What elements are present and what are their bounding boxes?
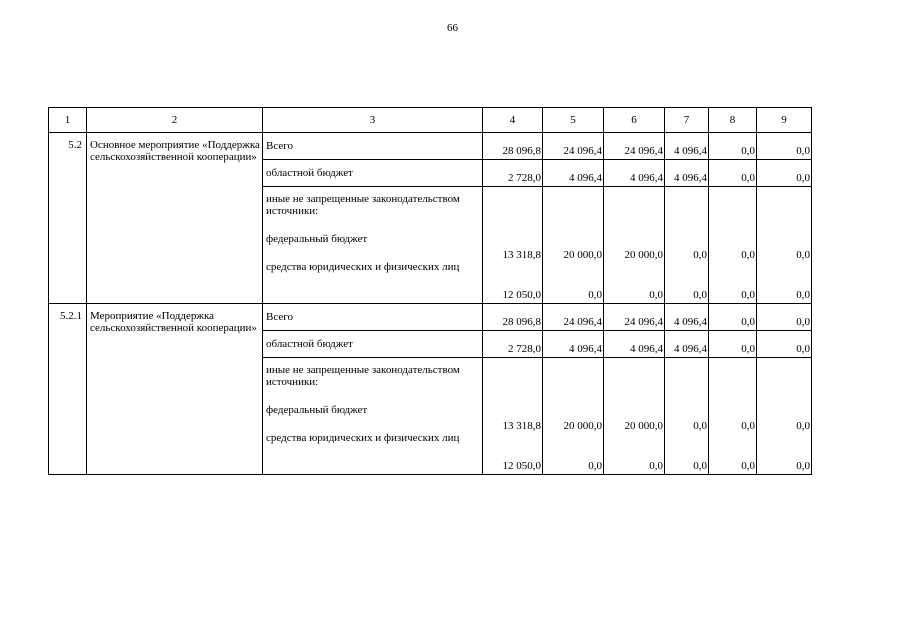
value-cell bbox=[709, 358, 757, 475]
source-label: областной бюджет bbox=[263, 331, 483, 358]
value-cell: 2 728,0 bbox=[483, 331, 543, 358]
value-cell: 4 096,4 bbox=[543, 331, 604, 358]
header-cell: 6 bbox=[604, 108, 665, 133]
header-cell: 2 bbox=[87, 108, 263, 133]
federal-value: 20 000,0 bbox=[563, 420, 602, 432]
page-number: 66 bbox=[447, 22, 458, 34]
value-cell: 28 096,8 bbox=[483, 304, 543, 331]
federal-value: 0,0 bbox=[741, 249, 755, 261]
value-cell: 24 096,4 bbox=[543, 304, 604, 331]
other-sources-label: иные не запрещенные законодательством источники: bbox=[266, 193, 460, 217]
value-cell bbox=[757, 358, 812, 475]
legal-label: средства юридических и физических лиц bbox=[266, 261, 460, 273]
federal-value: 0,0 bbox=[693, 420, 707, 432]
value-cell: 0,0 bbox=[709, 133, 757, 160]
value-cell bbox=[665, 358, 709, 475]
federal-value: 0,0 bbox=[693, 249, 707, 261]
other-sources-label: иные не запрещенные законодательством источники: bbox=[266, 364, 460, 388]
source-label bbox=[263, 187, 483, 304]
value-cell bbox=[665, 187, 709, 304]
source-label: Всего bbox=[263, 133, 483, 160]
source-label bbox=[263, 358, 483, 475]
value-cell bbox=[483, 187, 543, 304]
federal-value: 0,0 bbox=[741, 420, 755, 432]
value-cell: 0,0 bbox=[709, 331, 757, 358]
legal-value: 0,0 bbox=[649, 460, 663, 472]
value-cell: 4 096,4 bbox=[665, 304, 709, 331]
value-cell: 4 096,4 bbox=[543, 160, 604, 187]
value-cell bbox=[543, 358, 604, 475]
table-row bbox=[49, 133, 812, 160]
value-cell bbox=[604, 358, 665, 475]
legal-value: 0,0 bbox=[741, 460, 755, 472]
federal-value: 0,0 bbox=[796, 249, 810, 261]
value-cell: 4 096,4 bbox=[604, 160, 665, 187]
legal-value: 0,0 bbox=[796, 289, 810, 301]
value-cell: 0,0 bbox=[709, 160, 757, 187]
header-cell: 7 bbox=[665, 108, 709, 133]
row-name: Мероприятие «Поддержка сельскохозяйственной кооперации» bbox=[87, 304, 263, 475]
header-cell: 5 bbox=[543, 108, 604, 133]
header-cell: 1 bbox=[49, 108, 87, 133]
legal-value: 0,0 bbox=[693, 460, 707, 472]
row-code: 5.2.1 bbox=[49, 304, 87, 475]
header-row bbox=[49, 108, 812, 133]
value-cell: 24 096,4 bbox=[604, 133, 665, 160]
value-cell: 4 096,4 bbox=[665, 133, 709, 160]
value-cell bbox=[604, 187, 665, 304]
value-cell bbox=[709, 187, 757, 304]
value-cell: 0,0 bbox=[757, 331, 812, 358]
value-cell: 2 728,0 bbox=[483, 160, 543, 187]
value-cell: 0,0 bbox=[757, 133, 812, 160]
value-cell: 4 096,4 bbox=[665, 331, 709, 358]
federal-value: 13 318,8 bbox=[502, 249, 541, 261]
federal-label: федеральный бюджет bbox=[266, 233, 368, 245]
value-cell: 4 096,4 bbox=[665, 160, 709, 187]
federal-value: 20 000,0 bbox=[624, 420, 663, 432]
value-cell: 0,0 bbox=[709, 304, 757, 331]
federal-value: 0,0 bbox=[796, 420, 810, 432]
legal-value: 12 050,0 bbox=[502, 460, 541, 472]
value-cell bbox=[543, 187, 604, 304]
value-cell: 24 096,4 bbox=[604, 304, 665, 331]
federal-value: 20 000,0 bbox=[624, 249, 663, 261]
header-cell: 9 bbox=[757, 108, 812, 133]
value-cell: 24 096,4 bbox=[543, 133, 604, 160]
value-cell bbox=[757, 187, 812, 304]
legal-value: 0,0 bbox=[741, 289, 755, 301]
federal-label: федеральный бюджет bbox=[266, 404, 368, 416]
legal-value: 12 050,0 bbox=[502, 289, 541, 301]
legal-value: 0,0 bbox=[588, 289, 602, 301]
source-label: Всего bbox=[263, 304, 483, 331]
header-cell: 3 bbox=[263, 108, 483, 133]
source-label: областной бюджет bbox=[263, 160, 483, 187]
header-cell: 4 bbox=[483, 108, 543, 133]
row-name: Основное мероприятие «Поддержка сельскохозяйственной кооперации» bbox=[87, 133, 263, 304]
value-cell: 4 096,4 bbox=[604, 331, 665, 358]
legal-value: 0,0 bbox=[693, 289, 707, 301]
value-cell bbox=[483, 358, 543, 475]
budget-table bbox=[48, 107, 812, 475]
table-row bbox=[49, 304, 812, 331]
legal-value: 0,0 bbox=[649, 289, 663, 301]
legal-value: 0,0 bbox=[588, 460, 602, 472]
row-code: 5.2 bbox=[49, 133, 87, 304]
legal-value: 0,0 bbox=[796, 460, 810, 472]
value-cell: 0,0 bbox=[757, 304, 812, 331]
value-cell: 28 096,8 bbox=[483, 133, 543, 160]
legal-label: средства юридических и физических лиц bbox=[266, 432, 460, 444]
federal-value: 13 318,8 bbox=[502, 420, 541, 432]
federal-value: 20 000,0 bbox=[563, 249, 602, 261]
header-cell: 8 bbox=[709, 108, 757, 133]
value-cell: 0,0 bbox=[757, 160, 812, 187]
